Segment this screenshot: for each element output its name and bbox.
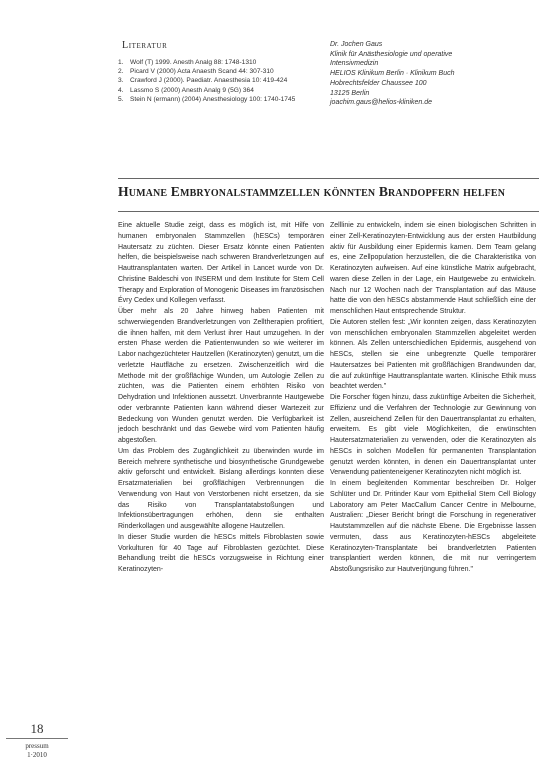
article-paragraph: Um das Problem des Zugänglichkeit zu überwinden wurde im Bereich mehrere synthetische und biosynthetische Grundgewebe aktiv geforscht und entwickelt. Bislang allerdings konnten diese Ersatzmaterialien bei großflächigen Verbrennungen die Verwendung von Haut von Verstorbenen nicht ersetzen, da sie das Risiko von Transplantatabstoßungen und Infektionsübertragungen erhöhen, denn sie enthalten Rinderkollagen und ausgewählte allogene Hautzellen. (118, 447, 324, 530)
address-line: Klinik für Anästhesiologie und operative (330, 50, 453, 58)
author-email[interactable]: joachim.gaus@helios-kliniken.de (330, 99, 433, 107)
headline-top-rule (118, 178, 539, 179)
page-folio (0, 722, 74, 760)
reference-item (118, 95, 328, 104)
article-column-right (330, 221, 536, 576)
reference-text: Stein N (ermann) (2004) Anesthesiology 100: 1740-1745 (130, 95, 296, 103)
article-paragraph: Zelllinie zu entwickeln, indem sie einen biologischen Schritten in einer Zell-Keratinozyten-Entwicklung aus der ersten Hautbildung aktiv für Ausbildung einer Epidermis kamen. Dem Team gelang es, eine Zellpopulation herzustellen, die die Charakteristika von Keratinozyten aufweisen. Auf eine künstliche Matrix aufgebracht, waren diese Zellen in der Lage, ein Hautgewebe zu entwickeln. Nach nur 12 Wochen nach der Transplantation auf das Mäuse hatte die von den hESCs abstammende Haut schließlich eine der menschlichen Haut entsprechende Struktur. (330, 222, 536, 315)
address-line: Intensivmedizin (330, 60, 379, 68)
address-line: Hobrechtsfelder Chaussee 100 (330, 79, 427, 87)
reference-number: 2. (118, 68, 124, 76)
article-column-left (118, 221, 324, 576)
author-address (330, 40, 535, 108)
literature-section (118, 40, 328, 104)
reference-item (118, 67, 328, 76)
article-paragraph: Eine aktuelle Studie zeigt, dass es möglich ist, mit Hilfe von humanen embryonalen Stammzellen (hESCs) temporären Hautersatz zu züchten. Dieser Ersatz könnte einen Patienten helfen, die beispielsweise nach schweren Brandverletzungen auf Hauttransplantaten warten. Der Artikel in Lancet wurde von Dr. Christine Baldeschi von INSERM und dem Institute for Stem Cell Therapy and Exploration of Monogenic Diseases im französischen Évry Cedex und Kollegen verfasst. (118, 222, 324, 305)
address-line: 13125 Berlin (330, 89, 370, 97)
article-paragraph: In dieser Studie wurden die hESCs mittels Fibroblasten sowie Vorkulturen für 40 Tage auf Fibroblasten gezüchtet. Diese Behandlung treibt die hESCs vorzugsweise in Richtung einer Keratinozyten- (118, 533, 324, 573)
folio-divider (6, 738, 68, 739)
article-headline: Humane Embryonalstammzellen könnten Brandopfern helfen (118, 184, 506, 199)
reference-text: Lassmo S (2000) Anesth Analg 9 (5G) 364 (130, 86, 254, 94)
reference-text: Crawford J (2000). Paediatr. Anaesthesia 10: 419-424 (130, 77, 288, 85)
address-line: HELIOS Klinikum Berlin · Klinikum Buch (330, 70, 455, 78)
reference-number: 4. (118, 86, 124, 94)
reference-text: Picard V (2000) Acta Anaesth Scand 44: 307-310 (130, 68, 274, 76)
reference-text: Wolf (T) 1999. Anesth Analg 88: 1748-1310 (130, 59, 257, 66)
reference-item (118, 86, 328, 95)
author-name: Dr. Jochen Gaus (330, 41, 383, 48)
article-paragraph: In einem begleitenden Kommentar beschreiben Dr. Holger Schlüter und Dr. Pritinder Kaur vom Epithelial Stem Cell Biology Laboratory am Peter MacCallum Cancer Centre in Melbourne, Australien: „Dieser Bericht bringt die Forschung in regenerativer Hautstammzellen auf die nächste Ebene. Die Ergebnisse lassen vermuten, dass aus Keratinozyten-hESCs abgeleitete Keratinozyten-Transplantate bei brandverletzten Patienten transplantiert werden können, die mit nur verringertem Abstoßungsrisiko zur Hautverjüngung führen." (330, 480, 536, 573)
headline-bottom-rule (118, 211, 539, 212)
reference-number: 5. (118, 95, 124, 103)
literature-heading: Literatur (122, 40, 168, 51)
page-number: 18 (30, 721, 44, 736)
issue-name: pressum (25, 742, 49, 750)
reference-number: 3. (118, 77, 124, 85)
reference-item (118, 58, 328, 67)
article-paragraph: Über mehr als 20 Jahre hinweg haben Patienten mit schwerwiegenden Brandverletzungen von Zelltherapien profitiert, die ihnen halfen, mit dem Verlust ihrer Haut umzugehen. In der ersten Phase werden die Patientenwunden so wie weiterer im Labor nachgezüchteter Hautzellen (Keratinozyten) genutzt, um die verletzte Hautfläche zu ersetzen. Zwischenzeitlich wird die Methode mit der großflächige Wunden, um Autologie Zellen zu züchten, was die Patienten einem erhöhten Risiko von Dehydration und Infektionen aussetzt. Unverbrannte Hautgewebe oder verbrannte Patienten kann während dieser Wartezeit zur Bedeckung von Wunden genutzt werden. Die Verfügbarkeit ist jedoch beschränkt und das Gewebe wird vom Patienten häufig abgestoßen. (118, 308, 324, 444)
reference-item (118, 76, 328, 85)
reference-number: 1. (118, 59, 124, 66)
article-paragraph: Die Autoren stellen fest: „Wir konnten zeigen, dass Keratinozyten von menschlichen embryonalen Stammzellen abgeleitet werden können. Als Zellen unterschiedlichen Epidermis, ausgehend von hESCs, stellen sie eine unbegrenzte Quelle temporärer Hautersatzes bei Patienten mit großflächigen Brandwunden dar, die auf zukünftige Hauttransplantate warten. Klinische Ethik muss beachtet werden." (330, 318, 536, 391)
issue-number: 1·2010 (27, 751, 47, 759)
article-paragraph: Die Forscher fügen hinzu, dass zukünftige Arbeiten die Sicherheit, Effizienz und die Verfahren der Technologie zur Gewinnung von Zellen, ausreichend Zellen für den Dauertransplantat zu erhalten, erweitern. Es gibt viele Möglichkeiten, die erwünschten Hautersatzmaterialien zu verwenden, oder die Keratinozyten als hESCs in solchen Modellen für permanenten Transplantation genutzt werden könnten, in denen ein Dauertransplantat unter Verwendung patienteneigener Keratinozyten nicht möglich ist. (330, 394, 536, 477)
